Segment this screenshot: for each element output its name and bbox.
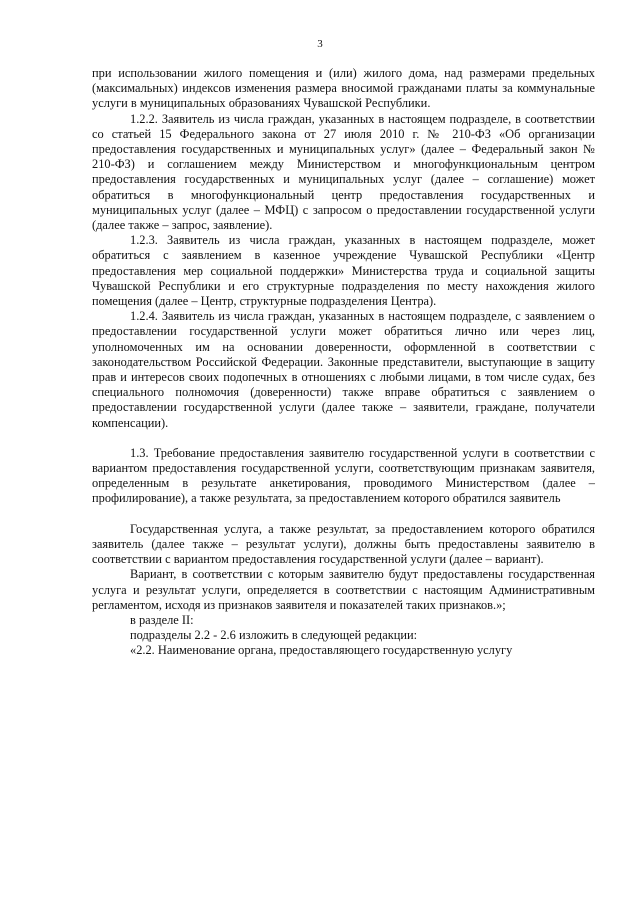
paragraph-1-2-4: 1.2.4. Заявитель из числа граждан, указанных в настоящем подразделе, с заявлением о предоставлении государственной услуги может обратиться лично или через лиц, уполномоченных им на основании доверенности, оформленной в соответствии с законодательством Российской Федерации. Законные представители, выступающие в защиту прав и интересов своих подопечных в отношениях с любыми лицами, в том числе судах, без специального полномочия (доверенности) также вправе обратиться с заявлением о предоставлении государственной услуги (далее также – заявители, граждане, получатели компенсации).: [92, 309, 595, 430]
paragraph-1-2-2: 1.2.2. Заявитель из числа граждан, указанных в настоящем подразделе, в соответствии со статьей 15 Федерального закона от 27 июля 2010 г. № 210-ФЗ «Об организации предоставления государственных и муниципальных услуг» (далее – Федеральный закон № 210-ФЗ) и соглашением между Министерством и многофункциональным центром предоставления государственных и муниципальных услуг (далее – соглашение) может обратиться в многофункциональный центр предоставления государственных и муниципальных услуг (далее – МФЦ) с запросом о предоставлении государственной услуги (далее также – запрос, заявление).: [92, 111, 595, 233]
document-body: [92, 66, 595, 659]
section-1-3-heading: 1.3. Требование предоставления заявителю государственной услуги в соответствии с вариантом предоставления государственной услуги, соответствующим признакам заявителя, определенным в результате анкетирования, проводимого Министерством (далее – профилирование), а также результата, за предоставлением которого обратился заявитель: [92, 445, 595, 506]
paragraph-subsections-edit: подразделы 2.2 - 2.6 изложить в следующей редакции:: [130, 628, 418, 643]
paragraph-section-ii: в разделе II:: [130, 612, 194, 627]
page-number: 3: [317, 38, 323, 50]
paragraph-2-2-heading: «2.2. Наименование органа, предоставляющего государственную услугу: [130, 643, 513, 658]
paragraph-continuation: при использовании жилого помещения и (или) жилого дома, над размерами предельных (максимальных) индексов изменения размера вносимой гражданами платы за коммунальные услуги в муниципальных образованиях Чувашской Республики.: [92, 66, 595, 111]
paragraph-1-2-3: 1.2.3. Заявитель из числа граждан, указанных в настоящем подразделе, может обратиться с заявлением в казенное учреждение Чувашской Республики «Центр предоставления мер социальной поддержки» Министерства труда и социальной защиты Чувашской Республики и его структурные подразделения по месту нахождения жилого помещения (далее – Центр, структурные подразделения Центра).: [92, 233, 595, 309]
paragraph-variant: Вариант, в соответствии с которым заявителю будут предоставлены государственная услуга и результат услуги, определяется в соответствии с настоящим Административным регламентом, исходя из признаков заявителя и показателей таких признаков.»;: [92, 567, 595, 612]
paragraph-service-result: Государственная услуга, а также результат, за предоставлением которого обратился заявитель (далее также – результат услуги), должны быть предоставлены заявителю в соответствии с вариантом предоставления государственной услуги (далее – вариант).: [92, 521, 595, 567]
